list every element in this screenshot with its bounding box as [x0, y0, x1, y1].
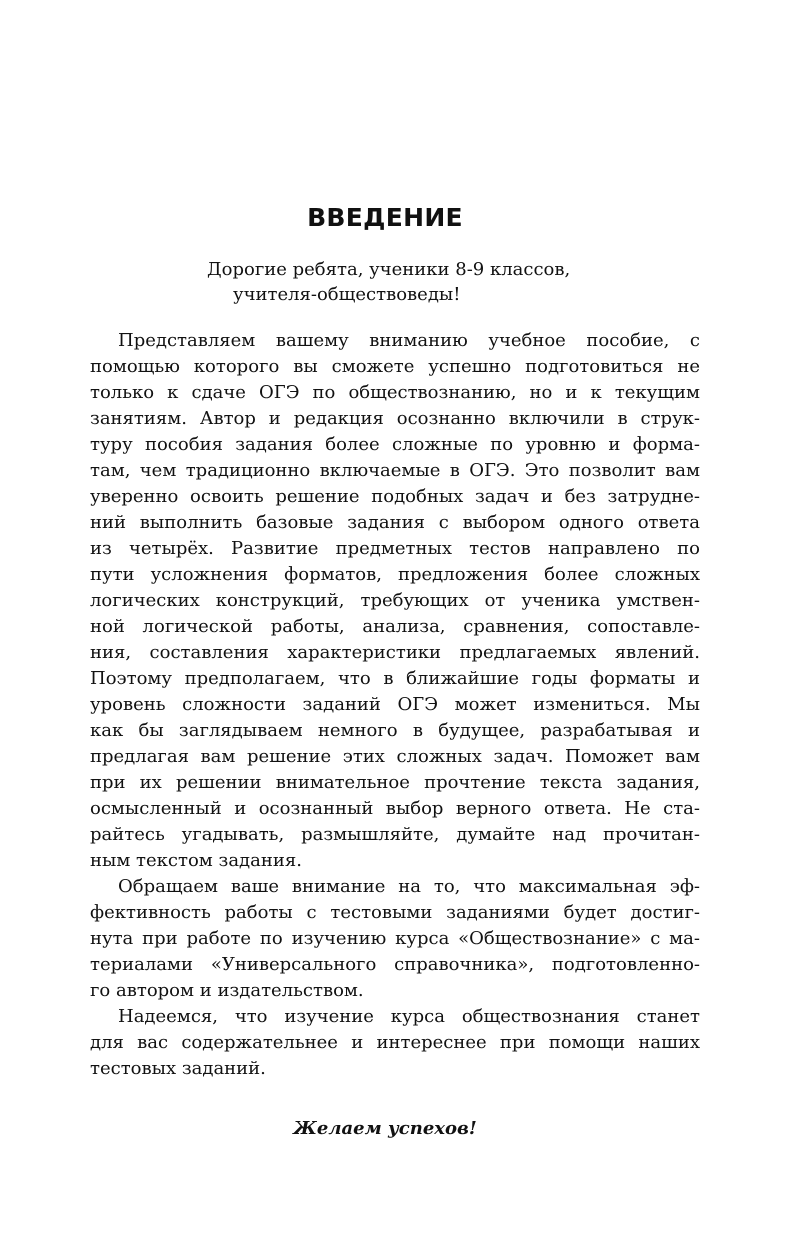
- text-line: го автором и издательством.: [90, 980, 364, 1001]
- page-title: ВВЕДЕНИЕ: [307, 203, 463, 232]
- text-line: предлагая вам решение этих сложных задач. Поможет вам: [90, 746, 700, 767]
- closing-wish: Желаем успехов!: [293, 1118, 477, 1139]
- text-line: Надеемся, что изучение курса обществознания станет: [118, 1006, 700, 1027]
- text-line: помощью которого вы сможете успешно подготовиться не: [90, 356, 700, 377]
- text-line: там, чем традиционно включаемые в ОГЭ. Это позволит вам: [90, 460, 700, 481]
- text-line: логических конструкций, требующих от ученика умствен-: [90, 590, 700, 611]
- text-line: ной логической работы, анализа, сравнения, сопоставле-: [90, 616, 700, 637]
- text-line: туру пособия задания более сложные по уровню и форма-: [90, 434, 700, 455]
- body-text: [90, 328, 700, 1082]
- paragraph: [90, 1004, 700, 1082]
- text-line: нута при работе по изучению курса «Обществознание» с ма-: [90, 928, 700, 949]
- text-line: Обращаем ваше внимание на то, что максимальная эф-: [118, 876, 700, 897]
- text-line: ния, составления характеристики предлагаемых явлений.: [90, 642, 700, 663]
- text-line: как бы заглядываем немного в будущее, разрабатывая и: [90, 720, 700, 741]
- text-line: тестовых заданий.: [90, 1058, 266, 1079]
- text-line: териалами «Универсального справочника», подготовленно-: [90, 954, 700, 975]
- text-line: ний выполнить базовые задания с выбором одного ответа: [90, 512, 700, 533]
- text-line: осмысленный и осознанный выбор верного ответа. Не ста-: [90, 798, 700, 819]
- text-line: только к сдаче ОГЭ по обществознанию, но и к текущим: [90, 382, 700, 403]
- text-line: занятиям. Автор и редакция осознанно включили в струк-: [90, 408, 700, 429]
- text-line: пути усложнения форматов, предложения более сложных: [90, 564, 700, 585]
- text-line: фективность работы с тестовыми заданиями будет достиг-: [90, 902, 700, 923]
- text-line: для вас содержательнее и интереснее при помощи наших: [90, 1032, 700, 1053]
- text-line: ным текстом задания.: [90, 850, 302, 871]
- text-line: Представляем вашему вниманию учебное пособие, с: [118, 330, 700, 351]
- text-line: уверенно освоить решение подобных задач и без затрудне-: [90, 486, 700, 507]
- paragraph: [90, 328, 700, 874]
- text-line: райтесь угадывать, размышляйте, думайте над прочитан-: [90, 824, 700, 845]
- greeting-line: учителя-обществоведы!: [233, 284, 461, 305]
- paragraph: [90, 874, 700, 1004]
- text-line: уровень сложности заданий ОГЭ может измениться. Мы: [90, 694, 700, 715]
- greeting-line: Дорогие ребята, ученики 8-9 классов,: [207, 259, 571, 280]
- text-line: при их решении внимательное прочтение текста задания,: [90, 772, 700, 793]
- text-line: Поэтому предполагаем, что в ближайшие годы форматы и: [90, 668, 700, 689]
- text-line: из четырёх. Развитие предметных тестов направлено по: [90, 538, 700, 559]
